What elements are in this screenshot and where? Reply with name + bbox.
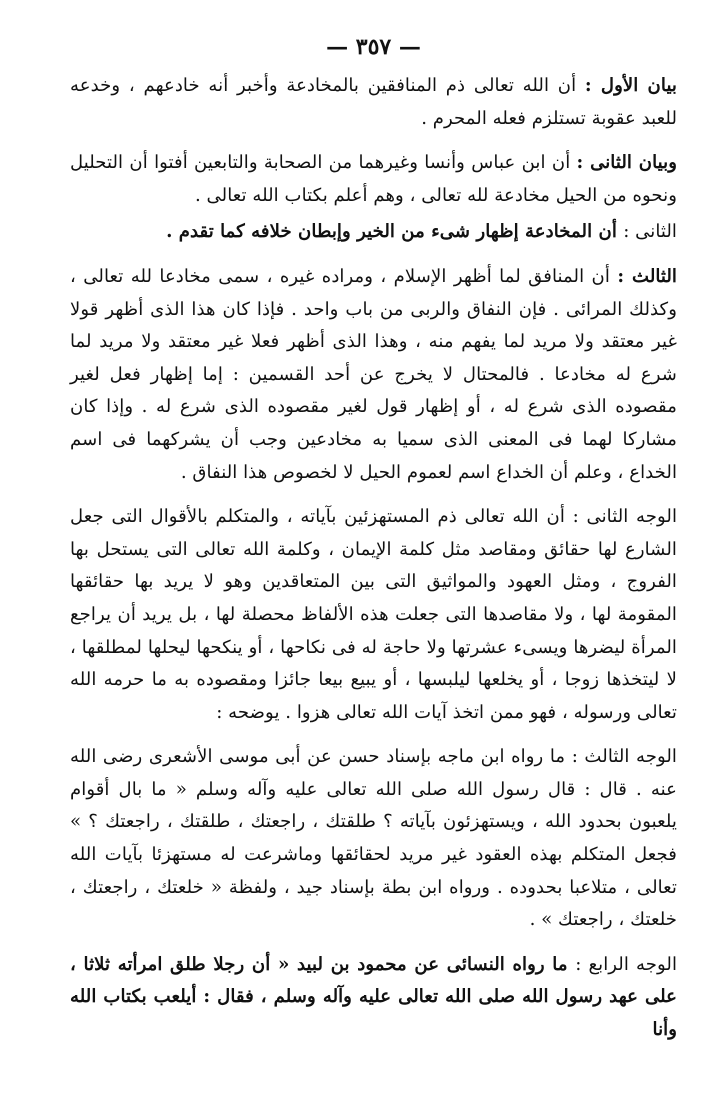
paragraph-text: ما رواه النسائى عن محمود بن لبيد « أن رجلا طلق امرأته ثلاثا ، على عهد رسول الله صلى الله تعالى عليه وآله وسلم ، فقال : أيلعب بكتاب الله وأنا [70, 953, 677, 1041]
paragraph-text: أن المخادعة إظهار شىء من الخير وإبطان خلافه كما تقدم . [166, 221, 624, 243]
paragraph-lead: بيان الأول : [584, 75, 677, 96]
paragraph-second-explanation [70, 147, 677, 212]
paragraph-text: أن الله تعالى ذم المستهزئين بآياته ، والمتكلم بالأقوال التى جعل الشارع لها حقائق ومقاصد مثل كلمة الإيمان ، وكلمة الله تعالى التى يستحل بها الفروج ، ومثل العهود والمواثيق التى بين المتعاقدين وهو لا يريد بها حقائقها المقومة لها ، ولا مقاصدها التى جعلت هذه الألفاظ محصلة لها ، بل يريد أن يراجع المرأة ليضرها ويسىء عشرتها ولا حاجة له فى نكاحها ، أو ينكحها ليحلها لمطلقها ، لا ليتخذها زوجا ، أو يخلعها ليلبسها ، أو يبيع بيعا جائزا ومقصوده به ما حرمه الله تعالى ورسوله ، فهو ممن اتخذ آيات الله تعالى هزوا . يوضحه : [70, 506, 677, 723]
paragraph-lead: الوجه الثانى : [572, 506, 677, 528]
paragraph-lead: الثالث : [617, 265, 677, 287]
paragraph-text: ما رواه ابن ماجه بإسناد حسن عن أبى موسى الأشعرى رضى الله عنه . قال : قال رسول الله صلى الله تعالى عليه وآله وسلم « ما بال أقوام يلعبون بحدود الله ، ويستهزئون بآياته ؟ طلقتك ، راجعتك ، طلقتك ، راجعتك ؟ » فجعل المتكلم بهذه العقود غير مريد لحقائقها وماشرعت له مستهزئا بآيات الله تعالى ، متلاعبا بحدوده . ورواه ابن بطة بإسناد جيد ، ولفظة « خلعتك ، راجعتك ، خلعتك ، راجعتك » . [70, 746, 677, 931]
paragraph-second-aspect [70, 501, 677, 729]
paragraph-third-point [70, 261, 677, 489]
paragraph-lead: الوجه الثالث : [571, 746, 677, 768]
paragraph-lead: وبيان الثانى : [576, 152, 677, 174]
paragraph-text: أن الله تعالى ذم المنافقين بالمخادعة وأخبر أنه خادعهم ، وخدعه للعبد عقوبة تستلزم فعله المحرم . [70, 75, 677, 129]
paragraph-lead: الوجه الرابع : [575, 953, 677, 975]
paragraph-first-explanation [70, 70, 677, 135]
page-number: — ٣٥٧ — [326, 34, 421, 60]
paragraph-text: أن المنافق لما أظهر الإسلام ، ومراده غيره ، سمى مخادعا لله تعالى ، وكذلك المرائى . فإن النفاق والربى من باب واحد . فإذا كان هذا الذى أظهر قولا غير معتقد ولا مريد لما يفهم منه ، وهذا الذى أظهر فعلا غير معتقد ولا مريد لما شرع له مخادعا . فالمحتال لا يخرج عن أحد القسمين : إما إظهار فعل لغير مقصوده الذى شرع له ، أو إظهار قول لغير مقصوده الذى شرع له . وإذا كان مشاركا لهما فى المعنى الذى سميا به مخادعين وجب أن يشركهما فى اسم الخداع ، وعلم أن الخداع اسم لعموم الحيل لا لخصوص هذا النفاق . [70, 265, 677, 483]
paragraph-lead: الثانى : [623, 221, 677, 243]
paragraph-text: أن ابن عباس وأنسا وغيرهما من الصحابة والتابعين أفتوا أن التحليل ونحوه من الحيل مخادعة لله تعالى ، وهم أعلم بكتاب الله تعالى . [70, 152, 677, 206]
paragraph-second-point [70, 216, 677, 249]
paragraph-third-aspect [70, 741, 677, 937]
paragraph-fourth-aspect [70, 949, 677, 1047]
